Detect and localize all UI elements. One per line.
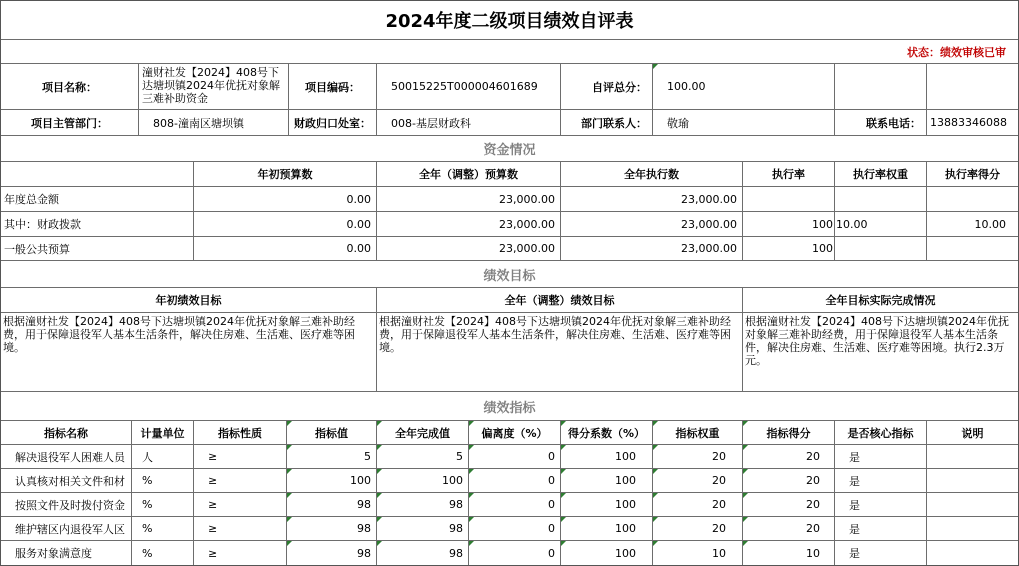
funds-row: [1, 212, 1018, 237]
ind-header-score: 指标得分: [743, 421, 835, 444]
goals-header-initial: 年初绩效目标: [1, 288, 377, 312]
indicator-weight: 20: [653, 517, 743, 540]
indicator-note: [927, 493, 1018, 516]
goals-header-actual: 全年目标实际完成情况: [825, 294, 936, 307]
funds-row-weight: 10.00: [835, 212, 927, 236]
indicators-section-row: [1, 392, 1018, 421]
indicator-coef: 100: [561, 445, 653, 468]
finance-office-value: 008-基层财政科: [377, 110, 561, 135]
phone-label: 联系电话：: [835, 110, 927, 135]
indicator-score: 20: [743, 469, 835, 492]
funds-row-weight: [835, 187, 927, 211]
funds-header-blank: [1, 162, 194, 186]
funds-row-score: 10.00: [974, 217, 1006, 231]
indicator-name: 认真核对相关文件和材: [1, 469, 132, 492]
indicator-name: 维护辖区内退役军人区: [1, 517, 132, 540]
ind-header-unit: 计量单位: [132, 421, 194, 444]
goals-section-title: 绩效目标: [483, 268, 536, 284]
project-name-label: 项目名称：: [1, 64, 139, 109]
funds-row-adjusted: 23,000.00: [377, 212, 561, 236]
funds-row-initial: 0.00: [194, 237, 377, 260]
funds-row-executed: 23,000.00: [561, 187, 743, 211]
indicator-note: [927, 469, 1018, 492]
dept-value: 808-潼南区塘坝镇: [139, 110, 289, 135]
ind-header-actual: 全年完成值: [377, 421, 469, 444]
goals-section-row: [1, 261, 1018, 288]
total-score-value: 100.00: [653, 64, 835, 109]
funds-row-name: 一般公共预算: [1, 237, 194, 260]
indicator-deviation: 0: [469, 541, 561, 565]
indicator-score: 20: [743, 493, 835, 516]
indicator-coef: 100: [561, 493, 653, 516]
info-row-2: [1, 110, 1018, 136]
indicator-name: 按照文件及时拨付资金: [1, 493, 132, 516]
indicator-core: 是: [835, 445, 927, 468]
indicator-core: 是: [835, 517, 927, 540]
info-empty-cell: [835, 64, 927, 109]
ind-header-nature: 指标性质: [194, 421, 287, 444]
info-row-1: [1, 64, 1018, 110]
dept-label: 项目主管部门：: [1, 110, 139, 135]
project-code-label: 项目编码：: [289, 64, 377, 109]
indicators-header-row: [1, 421, 1018, 445]
funds-header-adjusted: 全年（调整）预算数: [377, 162, 561, 186]
indicator-nature: ≥: [194, 517, 287, 540]
indicators-section-title: 绩效指标: [483, 400, 536, 416]
indicator-core: 是: [835, 469, 927, 492]
funds-row-score: [927, 187, 1018, 211]
indicator-unit: %: [132, 541, 194, 565]
finance-office-label: 财政归口处室：: [289, 110, 377, 135]
goal-initial-text: 根据潼财社发【2024】408号下达塘坝镇2024年优抚对象解三难补助经费，用于保障退役军人基本生活条件，解决住房难、生活难、医疗难等困境。: [1, 313, 377, 391]
ind-header-core: 是否核心指标: [835, 421, 927, 444]
status-text: 状态：绩效审核已审: [907, 45, 1006, 59]
indicator-name: 解决退役军人困难人员: [1, 445, 132, 468]
indicator-name: 服务对象满意度: [1, 541, 132, 565]
indicator-score: 20: [743, 445, 835, 468]
funds-header-row: [1, 162, 1018, 187]
funds-row-score: [927, 237, 1018, 260]
indicator-target: 98: [287, 541, 377, 565]
funds-section-title: 资金情况: [483, 143, 536, 158]
info-empty-cell: [927, 64, 1018, 109]
project-code-value: 50015225T000004601689: [377, 64, 561, 109]
indicator-row: [1, 493, 1018, 517]
total-score-label: 自评总分：: [561, 64, 653, 109]
ind-header-weight: 指标权重: [653, 421, 743, 444]
funds-row-rate: [743, 187, 835, 211]
funds-header-initial: 年初预算数: [194, 162, 377, 186]
funds-row-rate: 100: [743, 212, 835, 236]
indicator-target: 98: [287, 517, 377, 540]
indicator-unit: %: [132, 469, 194, 492]
funds-header-weight: 执行率权重: [835, 162, 927, 186]
project-name-value: 潼财社发【2024】408号下达塘坝镇2024年优抚对象解三难补助资金: [139, 64, 289, 109]
indicator-core: 是: [835, 541, 927, 565]
indicator-nature: ≥: [194, 445, 287, 468]
indicator-target: 100: [287, 469, 377, 492]
indicator-weight: 20: [653, 469, 743, 492]
indicator-coef: 100: [561, 541, 653, 565]
indicator-note: [927, 445, 1018, 468]
indicator-target: 5: [287, 445, 377, 468]
indicator-coef: 100: [561, 517, 653, 540]
indicator-target: 98: [287, 493, 377, 516]
indicator-unit: 人: [132, 445, 194, 468]
indicator-actual: 98: [377, 493, 469, 516]
funds-row-name: 年度总金额: [1, 187, 194, 211]
indicator-nature: ≥: [194, 541, 287, 565]
phone-value: 13883346088: [930, 116, 1007, 129]
goal-adjusted-text: 根据潼财社发【2024】408号下达塘坝镇2024年优抚对象解三难补助经费，用于保障退役军人基本生活条件，解决住房难、生活难、医疗难等困境。: [377, 313, 743, 391]
indicator-weight: 20: [653, 445, 743, 468]
indicator-actual: 98: [377, 517, 469, 540]
indicator-deviation: 0: [469, 517, 561, 540]
contact-value: 敬瑜: [653, 110, 835, 135]
funds-row: [1, 237, 1018, 261]
indicator-unit: %: [132, 517, 194, 540]
goals-content-row: [1, 313, 1018, 392]
indicator-weight: 10: [653, 541, 743, 565]
contact-label: 部门联系人：: [561, 110, 653, 135]
funds-row: [1, 187, 1018, 212]
indicator-score: 20: [743, 517, 835, 540]
funds-row-rate: 100: [743, 237, 835, 260]
funds-row-initial: 0.00: [194, 187, 377, 211]
indicator-deviation: 0: [469, 493, 561, 516]
indicator-actual: 5: [377, 445, 469, 468]
indicator-note: [927, 541, 1018, 565]
funds-header-score: 执行率得分: [945, 168, 1000, 181]
page-title: 2024年度二级项目绩效自评表: [385, 11, 634, 32]
funds-header-executed: 全年执行数: [561, 162, 743, 186]
indicator-score: 10: [743, 541, 835, 565]
ind-header-target: 指标值: [287, 421, 377, 444]
goals-header-adjusted: 全年（调整）绩效目标: [377, 288, 743, 312]
funds-header-rate: 执行率: [743, 162, 835, 186]
funds-section-row: [1, 136, 1018, 162]
goal-actual-text: 根据潼财社发【2024】408号下达塘坝镇2024年优抚对象解三难补助经费，用于保障退役军人基本生活条件，解决住房难、生活难、医疗难等困境。执行2.3万元。: [745, 315, 1009, 367]
indicator-note: [927, 517, 1018, 540]
ind-header-note: 说明: [961, 426, 984, 440]
indicator-deviation: 0: [469, 445, 561, 468]
funds-row-adjusted: 23,000.00: [377, 237, 561, 260]
indicator-actual: 98: [377, 541, 469, 565]
funds-row-initial: 0.00: [194, 212, 377, 236]
indicator-row: [1, 469, 1018, 493]
indicator-actual: 100: [377, 469, 469, 492]
indicator-nature: ≥: [194, 493, 287, 516]
ind-header-name: 指标名称: [1, 421, 132, 444]
indicator-weight: 20: [653, 493, 743, 516]
funds-row-weight: [835, 237, 927, 260]
goals-header-row: [1, 288, 1018, 313]
indicator-unit: %: [132, 493, 194, 516]
indicator-row: [1, 445, 1018, 469]
title-row: [1, 1, 1018, 40]
indicator-nature: ≥: [194, 469, 287, 492]
ind-header-coef: 得分系数（%）: [561, 421, 653, 444]
funds-row-executed: 23,000.00: [561, 212, 743, 236]
funds-row-name: 其中：财政拨款: [1, 212, 194, 236]
funds-row-adjusted: 23,000.00: [377, 187, 561, 211]
indicator-row: [1, 517, 1018, 541]
indicator-coef: 100: [561, 469, 653, 492]
funds-row-executed: 23,000.00: [561, 237, 743, 260]
indicator-deviation: 0: [469, 469, 561, 492]
status-row: [1, 40, 1018, 64]
ind-header-deviation: 偏离度（%）: [469, 421, 561, 444]
indicator-row: [1, 541, 1018, 565]
indicator-core: 是: [835, 493, 927, 516]
